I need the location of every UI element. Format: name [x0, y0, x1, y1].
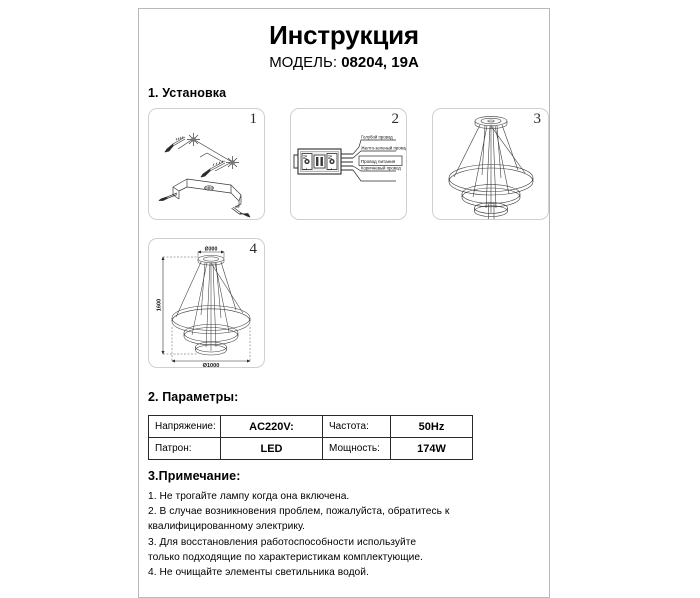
dimension-canopy-diameter: Ø300: [204, 246, 218, 253]
panel-number: 1: [249, 111, 257, 127]
note-line: квалифицированному электрику.: [148, 521, 306, 533]
param-value-socket: LED: [221, 438, 323, 460]
wire-label-yellow-green: Желто-зеленый провод: [361, 145, 408, 151]
panel-dimensions: [148, 238, 265, 368]
panel-mounting-bracket: [148, 108, 265, 220]
note-line: 2. В случае возникновения проблем, пожалуйста, обратитесь к: [148, 506, 450, 518]
terminal-label-l-left: L: [303, 167, 309, 171]
section-heading-installation: 1. Установка: [148, 86, 227, 100]
note-line: 3. Для восстановления работоспособности используйте: [148, 536, 417, 548]
terminal-label-n-right: N: [328, 155, 334, 159]
table-row: [149, 416, 473, 438]
param-key-voltage: Напряжение:: [149, 416, 221, 438]
wire-label-brown: Коричневый провод: [361, 165, 401, 171]
dimensions-illustration: [149, 239, 265, 368]
param-key-power: Мощность:: [323, 438, 391, 460]
dimension-outer-diameter: Ø1000: [202, 363, 220, 369]
model-line: [138, 54, 550, 72]
dimension-height: 1600: [156, 298, 163, 312]
wiring-illustration: [291, 109, 407, 220]
page-title: Инструкция: [269, 20, 419, 50]
panel-assembled-chandelier: [432, 108, 549, 220]
mounting-bracket-illustration: [149, 109, 265, 220]
section-heading-parameters: 2. Параметры:: [148, 390, 239, 404]
param-value-frequency: 50Hz: [391, 416, 473, 438]
wire-label-blue: Голубой провод: [361, 134, 393, 140]
note-line: только подходящие по характеристикам комплектующие.: [148, 551, 424, 563]
param-key-socket: Патрон:: [149, 438, 221, 460]
wire-label-power: Провод питания: [360, 158, 396, 164]
model-label: МОДЕЛЬ:: [269, 54, 338, 71]
panel-number: 4: [249, 241, 257, 257]
panel-number: 2: [391, 111, 399, 127]
terminal-label-l-right: L: [328, 167, 334, 171]
param-key-frequency: Частота:: [323, 416, 391, 438]
chandelier-illustration: [433, 109, 549, 220]
panel-number: 3: [533, 111, 541, 127]
terminal-label-n-left: N: [303, 155, 309, 159]
param-value-voltage: AC220V:: [221, 416, 323, 438]
notes-list: [148, 489, 478, 580]
param-value-power: 174W: [391, 438, 473, 460]
panel-wiring: [290, 108, 407, 220]
table-row: [149, 438, 473, 460]
parameters-table: [148, 415, 473, 460]
model-value: 08204, 19A: [341, 54, 419, 71]
section-heading-notes: 3.Примечание:: [148, 469, 241, 483]
note-line: 1. Не трогайте лампу когда она включена.: [148, 491, 350, 502]
note-line: 4. Не очищайте элементы светильника водой.: [148, 567, 369, 579]
